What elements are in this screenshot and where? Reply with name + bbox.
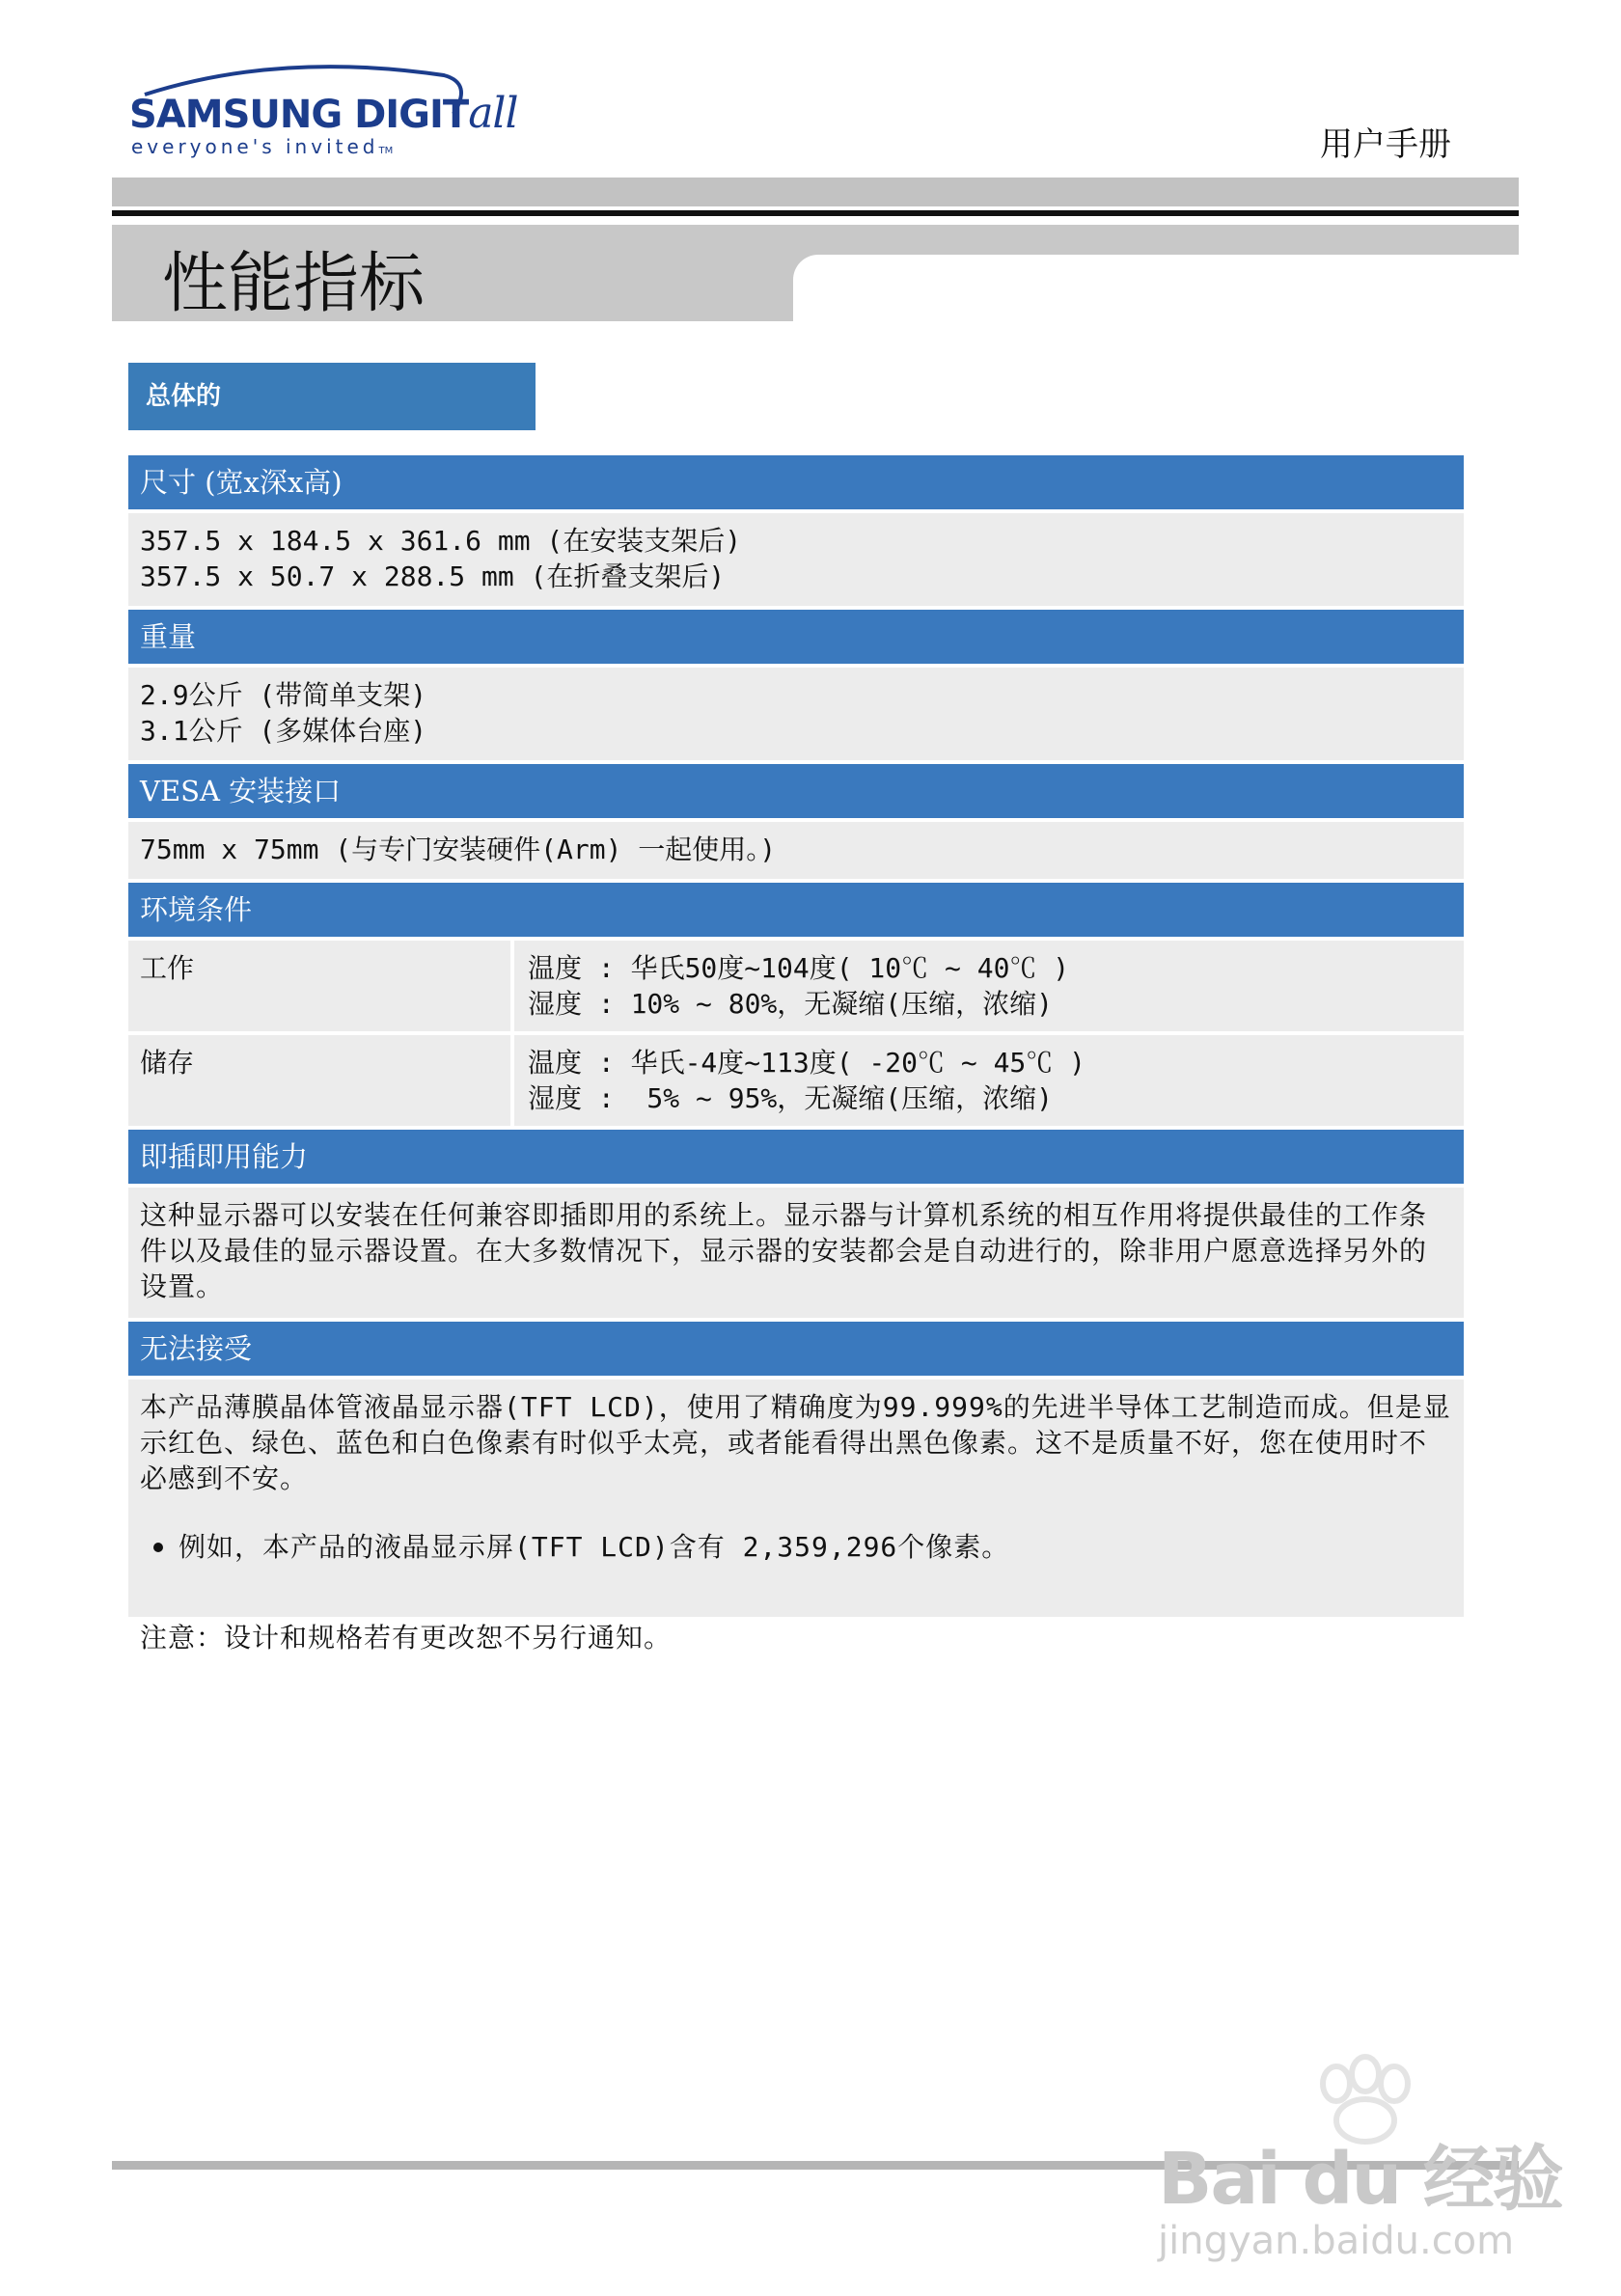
- tagline-tm: TM: [378, 146, 394, 156]
- doc-type-label: 用户手册: [1320, 125, 1451, 164]
- operating-values: 温度 : 华氏50度~104度( 10℃ ~ 40℃ ) 湿度 : 10% ~ 80%，无凝缩(压缩，浓缩): [528, 952, 1070, 1020]
- unacceptable-body: [128, 1380, 1464, 1621]
- weight-header: 重量: [128, 610, 1464, 668]
- dimensions-values: 357.5 x 184.5 x 361.6 mm (在安装支架后) 357.5 x 50.7 x 288.5 mm (在折叠支架后): [128, 513, 1464, 610]
- section-label: 总体的: [128, 363, 536, 430]
- unacceptable-text: 本产品薄膜晶体管液晶显示器(TFT LCD)，使用了精确度为99.999%的先进半导体工艺制造而成。但是显示红色、绿色、蓝色和白色像素有时似乎太亮，或者能看得出黑色像素。这不是质量不好，您在使用时不必感到不安。: [140, 1391, 1451, 1494]
- storage-label: 储存: [128, 1035, 514, 1126]
- plug-and-play-header: 即插即用能力: [128, 1130, 1464, 1188]
- unacceptable-bullet-item: [140, 1529, 1452, 1603]
- title-band-cutout: [793, 255, 1526, 332]
- header-divider-dark: [112, 210, 1519, 216]
- unacceptable-header: 无法接受: [128, 1322, 1464, 1380]
- vesa-values: 75mm x 75mm (与专门安装硬件(Arm) 一起使用。): [128, 822, 1464, 883]
- vesa-header: VESA 安装接口: [128, 764, 1464, 822]
- bullet-dot-icon: [153, 1543, 163, 1552]
- header-divider-light: [112, 178, 1519, 206]
- storage-values: 温度 : 华氏-4度~113度( -20℃ ~ 45℃ ) 湿度 : 5% ~ 95%，无凝缩(压缩，浓缩): [528, 1047, 1086, 1114]
- page-title: 性能指标: [162, 246, 426, 322]
- watermark-url: jingyan.baidu.com: [1158, 2219, 1515, 2263]
- operating-label: 工作: [128, 941, 514, 1031]
- environment-operating-row: [128, 941, 1464, 1035]
- spec-note: 注意：设计和规格若有更改恕不另行通知。: [140, 1622, 673, 1654]
- brand-logo: [129, 89, 518, 138]
- logo-suffix-text: all: [468, 89, 518, 138]
- dimensions-header: 尺寸 (宽x深x高): [128, 455, 1464, 513]
- environment-header: 环境条件: [128, 883, 1464, 941]
- unacceptable-bullet-text: 例如，本产品的液晶显示屏(TFT LCD)含有 2,359,296个像素。: [179, 1531, 1010, 1563]
- spec-table: [128, 455, 1464, 1621]
- watermark-brand: Bai du 经验: [1158, 2138, 1562, 2221]
- logo-main-text: SAMSUNG DIGIT: [129, 93, 469, 137]
- environment-storage-row: [128, 1035, 1464, 1130]
- weight-values: 2.9公斤 (带简单支架) 3.1公斤 (多媒体台座): [128, 668, 1464, 764]
- plug-and-play-text: 这种显示器可以安装在任何兼容即插即用的系统上。显示器与计算机系统的相互作用将提供最佳的工作条件以及最佳的显示器设置。在大多数情况下，显示器的安装都会是自动进行的，除非用户愿意选择另外的设置。: [128, 1188, 1464, 1322]
- tagline-text: everyone's invited: [131, 135, 379, 158]
- brand-tagline: [131, 135, 393, 158]
